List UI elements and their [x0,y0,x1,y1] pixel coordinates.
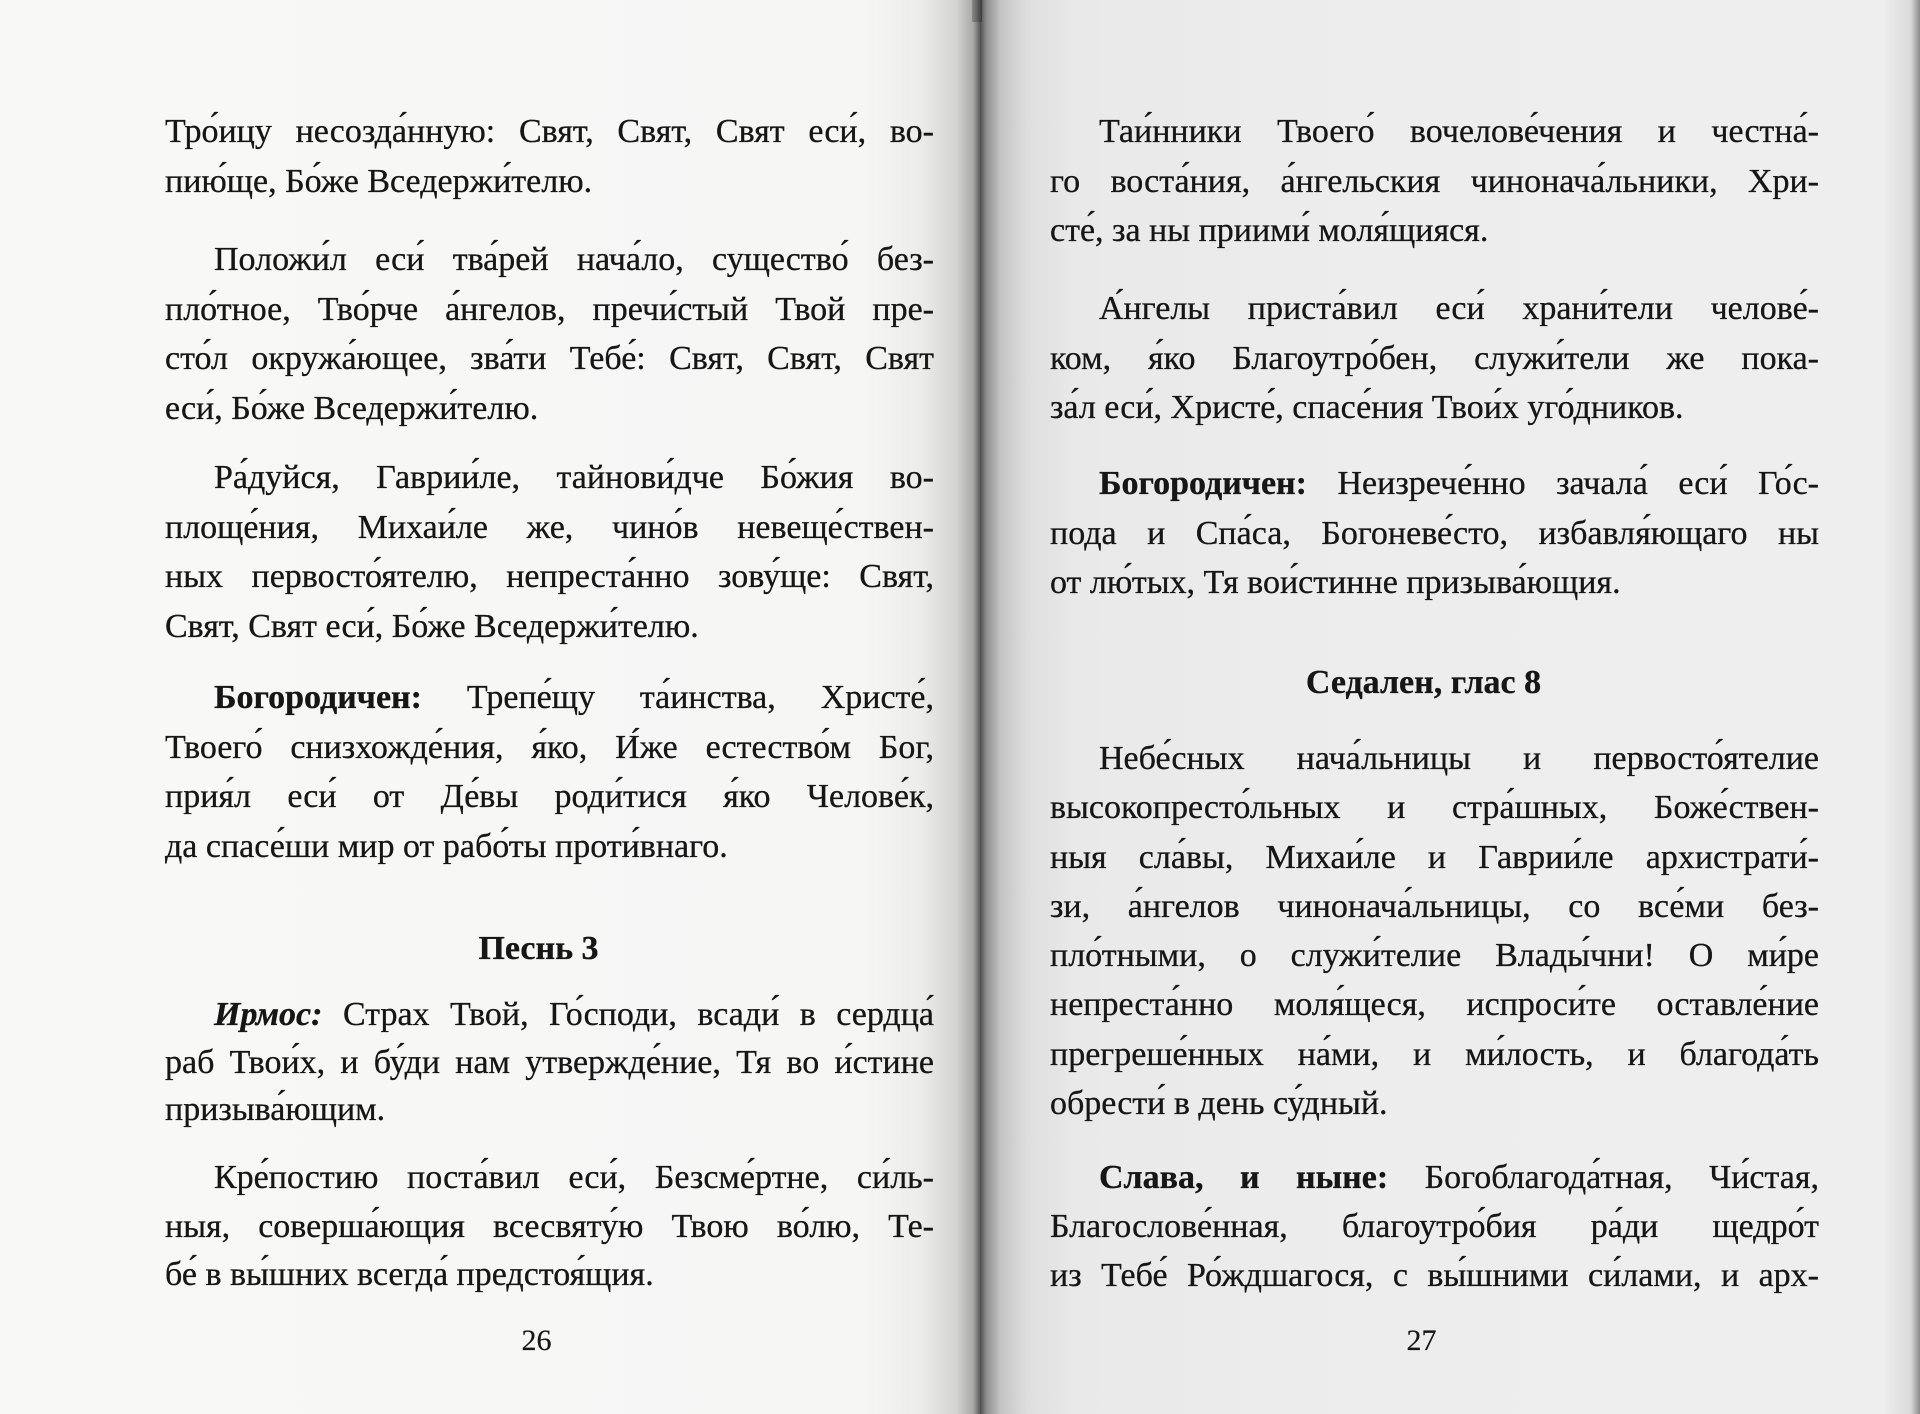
paragraph [165,1154,934,1300]
page-number: 27 [1406,1324,1437,1357]
text-line: да спасе́ши мир от рабо́ты проти́внаго. [165,827,728,865]
text-line: Кре́постию поста́вил еси́, Безсме́ртне, си́ль- [214,1159,934,1196]
text-line: ныя, соверша́ющия всесвяту́ю Твою во́лю, Те- [165,1207,934,1245]
line-text: Страх Твой, Го́споди, всади́ в сердца́ [342,996,935,1033]
text-line: Тро́ицу несозда́нную: Свят, Свят, Свят еси́, во- [165,113,934,150]
text-line: за́л еси́, Христе́, спасе́ния Твои́х уго́дников. [1050,389,1684,427]
text-line: ных первосто́ятелю, непреста́нно зову́ще: Свят, [165,558,934,596]
text-line: пода и Спа́са, Богоневе́сто, избавля́ющаго ны [1050,514,1819,552]
section-heading: Песнь 3 [478,930,599,967]
paragraph-theotokion [165,673,934,871]
text-line: Благослове́нная, благоутро́бия ра́ди щедро́т [1050,1208,1819,1245]
text-line: Небе́сных нача́льницы и первосто́ятелие [1099,740,1819,777]
paragraph-glory [1050,1153,1819,1300]
text-line: прия́л еси́ от Де́вы роди́тися я́ко Челове́к, [165,778,934,816]
binding-gutter [972,0,982,22]
text-line: Таи́нники Твоего́ вочелове́чения и честна́- [1099,113,1819,150]
paragraph [1050,734,1819,1128]
rubric-label: Слава, и ныне: [1099,1159,1389,1196]
text-line [1050,459,1819,509]
text-line: высокопресто́льных и стра́шных, Боже́ствен- [1050,789,1819,827]
rubric-label: Богородичен: [214,679,422,716]
text-line: обрести́ в день су́дный. [1050,1085,1388,1123]
text-line: еси́, Бо́же Вседержи́телю. [165,389,539,427]
text-line: бе́ в вы́шних всегда́ предстоя́щия. [165,1256,654,1293]
line-text: Богоблагода́тная, Чи́стая, [1424,1159,1819,1196]
text-line [165,673,934,723]
paragraph [1050,107,1819,256]
text-line: раб Твои́х, и бу́ди нам утвержде́ние, Тя во и́стине [165,1043,934,1081]
text-line: прегреше́нных на́ми, и ми́лость, и благода́ть [1050,1035,1819,1073]
paragraph [165,107,934,206]
text-line: пло́тное, Тво́рче а́нгелов, пречи́стый Твой пре- [165,290,934,328]
text-line [1050,1153,1819,1202]
rubric-label: Богородичен: [1099,465,1307,502]
text-line: зи, а́нгелов чинонача́льницы, со все́ми без- [1050,887,1819,925]
text-line: сто́л окружа́ющее, зва́ти Тебе́: Свят, Свят, Свят [165,340,934,378]
text-line: А́нгелы приста́вил еси́ храни́тели челове́- [1099,290,1819,327]
text-line: сте́, за ны приими́ моля́щияся. [1050,212,1489,250]
paragraph [165,453,934,651]
text-line: из Тебе́ Ро́ждшагося, с вы́шними си́лами, и арх- [1050,1257,1819,1294]
text-line: Свят, Свят еси́, Бо́же Вседержи́телю. [165,607,699,645]
text-line: пию́ще, Бо́же Вседержи́телю. [165,162,593,200]
text-line: го воста́ния, а́нгельския чинонача́льники, Хри- [1050,162,1819,200]
rubric-label: Ирмос: [214,996,323,1033]
text-line: призыва́ющим. [165,1091,386,1128]
line-text: Неизрече́нно зачала́ еси́ Го́с- [1337,465,1819,502]
text-line: Твоего́ снизхожде́ния, я́ко, И́же естество́м Бог, [165,728,934,766]
line-text: Трепе́щу та́инства, Христе́, [466,679,934,716]
paragraph [1050,284,1819,433]
text-line: от лю́тых, Тя вои́стинне призыва́ющия. [1050,564,1621,602]
text-line [165,991,934,1039]
paragraph-theotokion [1050,459,1819,608]
text-line: Ра́дуйся, Гаврии́ле, тайнови́дче Бо́жия во- [214,459,934,496]
text-line: ныя сла́вы, Михаи́ле и Гаврии́ле архистрати́- [1050,838,1819,876]
page-number: 26 [521,1324,552,1357]
text-line: Положи́л еси́ тва́рей нача́ло, существо́ без- [214,241,934,278]
text-line: площе́ния, Михаи́ле же, чино́в невеще́ствен- [165,508,934,546]
text-line: ком, я́ко Благоутро́бен, служи́тели же пока- [1050,339,1819,377]
section-heading: Седален, глас 8 [1305,664,1542,701]
text-line: пло́тными, о служи́телие Влады́чни! О ми́ре [1050,937,1819,975]
paragraph-irmos [165,991,934,1134]
paragraph [165,235,934,433]
text-line: непреста́нно моля́щеся, испроси́те оставле́ние [1050,986,1819,1024]
